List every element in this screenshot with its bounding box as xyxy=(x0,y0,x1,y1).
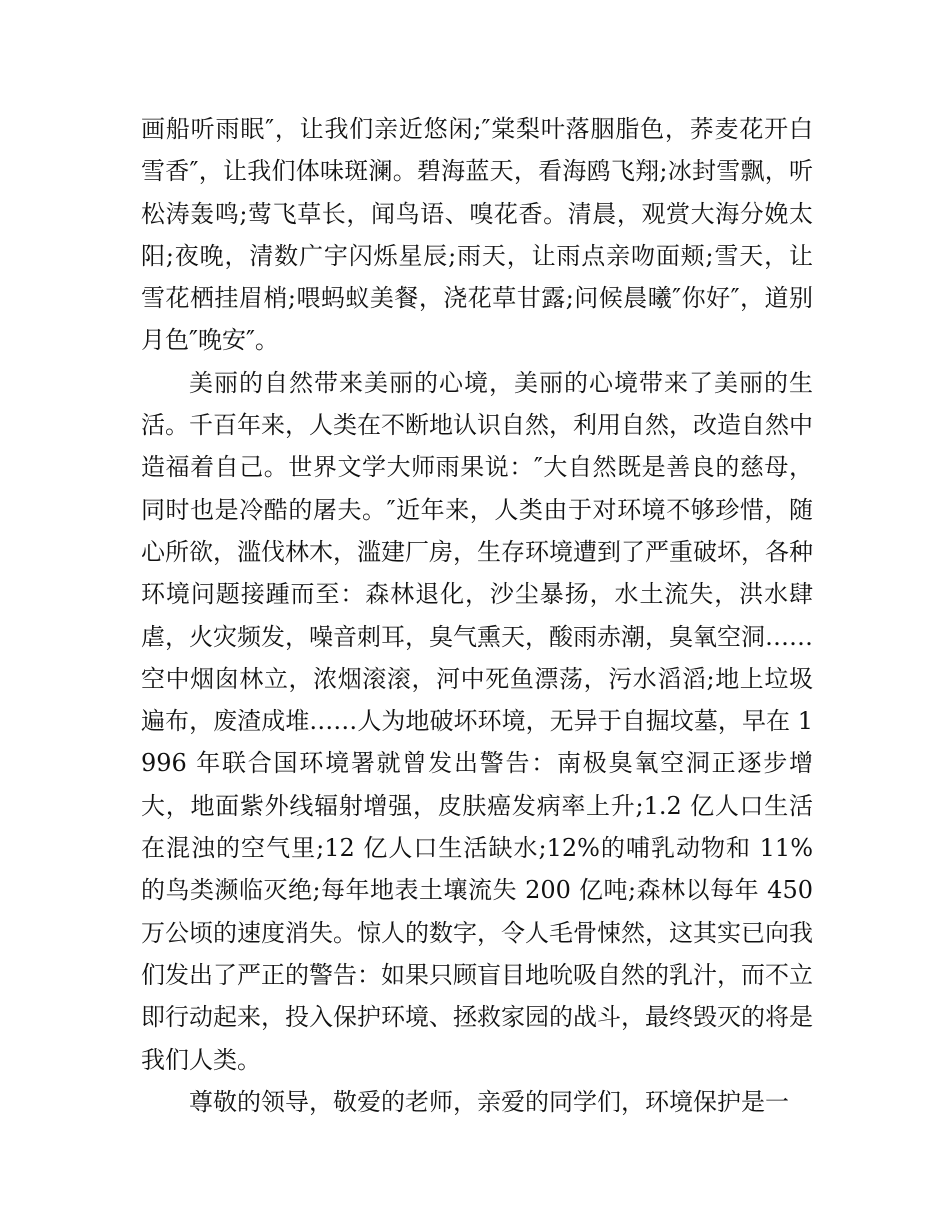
paragraph-3: 尊敬的领导，敬爱的老师，亲爱的同学们，环境保护是一 xyxy=(189,1087,789,1116)
document-body xyxy=(141,108,813,1123)
paragraph-2: 美丽的自然带来美丽的心境，美丽的心境带来了美丽的生活。千百年来，人类在不断地认识自然，利用自然，改造自然中造福着自己。世界文学大师雨果说：″大自然既是善良的慈母，同时也是冷酷的屠夫。″近年来，人类由于对环境不够珍惜，随心所欲，滥伐林木，滥建厂房，生存环境遭到了严重破坏，各种环境问题接踵而至：森林退化，沙尘暴扬，水土流失，洪水肆虐，火灾频发，噪音刺耳，臭气熏天，酸雨赤潮，臭氧空洞……空中烟囱林立，浓烟滚滚，河中死鱼漂荡，污水滔滔;地上垃圾遍布，废渣成堆……人为地破坏环境，无异于自掘坟墓，早在 1996 年联合国环境署就曾发出警告：南极臭氧空洞正逐步增大，地面紫外线辐射增强，皮肤癌发病率上升;1.2 亿人口生活在混浊的空气里;12 亿人口生活缺水;12%的哺乳动物和 11%的鸟类濒临灭绝;每年地表土壤流失 200 亿吨;森林以每年 450 万公顷的速度消失。惊人的数字，令人毛骨悚然，这其实已向我们发出了严正的警告：如果只顾盲目地吮吸自然的乳汁，而不立即行动起来，投入保护环境、拯救家园的战斗，最终毁灭的将是我们人类。 xyxy=(141,368,813,1074)
paragraph-1: 画船听雨眠″，让我们亲近悠闲;″棠梨叶落胭脂色，荞麦花开白雪香″，让我们体味斑澜。碧海蓝天，看海鸥飞翔;冰封雪飘，听松涛轰鸣;莺飞草长，闻鸟语、嗅花香。清晨，观赏大海分娩太阳;夜晚，清数广宇闪烁星辰;雨天，让雨点亲吻面颊;雪天，让雪花栖挂眉梢;喂蚂蚁美餐，浇花草甘露;问候晨曦″你好″，道别月色″晚安″。 xyxy=(141,115,813,355)
